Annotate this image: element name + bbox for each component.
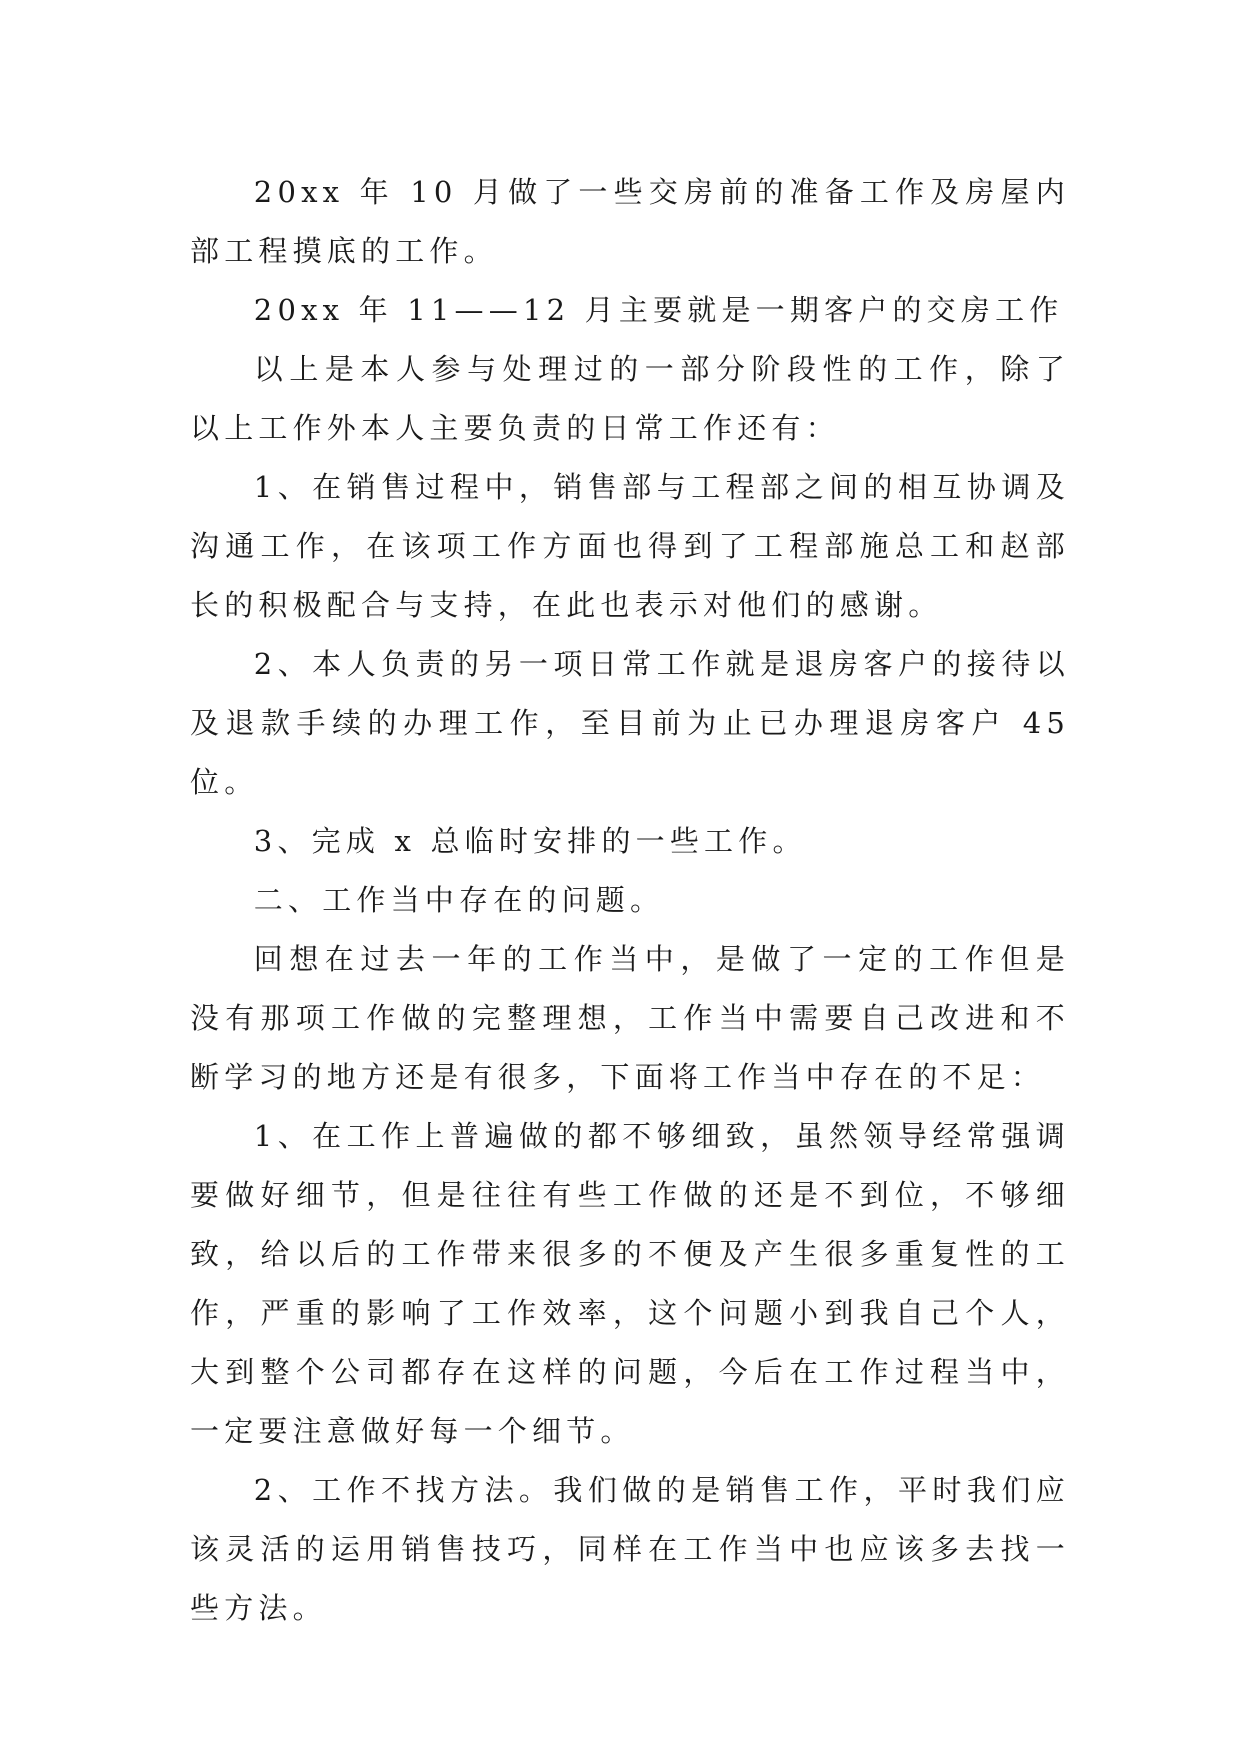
section-heading: 二、工作当中存在的问题。 <box>253 883 665 917</box>
paragraph-6: 3、完成 x 总临时安排的一些工作。 <box>253 824 807 858</box>
paragraph-10: 2、工作不找方法。我们做的是销售工作，平时我们应该灵活的运用销售技巧，同样在工作当中也应该多去找一些方法。 <box>190 1473 1070 1625</box>
paragraph-4: 1、在销售过程中，销售部与工程部之间的相互协调及沟通工作，在该项工作方面也得到了工程部施总工和赵部长的积极配合与支持，在此也表示对他们的感谢。 <box>190 470 1070 622</box>
paragraph-9: 1、在工作上普遍做的都不够细致，虽然领导经常强调要做好细节，但是往往有些工作做的还是不到位，不够细致，给以后的工作带来很多的不便及产生很多重复性的工作，严重的影响了工作效率，这个问题小到我自己个人，大到整个公司都存在这样的问题，今后在工作过程当中，一定要注意做好每一个细节。 <box>190 1119 1070 1448</box>
paragraph-2: 20xx 年 11——12 月主要就是一期客户的交房工作 <box>253 293 1064 327</box>
document-body <box>190 163 1070 1638</box>
paragraph-5: 2、本人负责的另一项日常工作就是退房客户的接待以及退款手续的办理工作，至目前为止已办理退房客户 45 位。 <box>190 647 1070 799</box>
paragraph-8: 回想在过去一年的工作当中，是做了一定的工作但是没有那项工作做的完整理想，工作当中需要自己改进和不断学习的地方还是有很多，下面将工作当中存在的不足： <box>190 942 1070 1094</box>
paragraph-3: 以上是本人参与处理过的一部分阶段性的工作，除了以上工作外本人主要负责的日常工作还有： <box>190 352 1070 445</box>
paragraph-1: 20xx 年 10 月做了一些交房前的准备工作及房屋内部工程摸底的工作。 <box>190 175 1070 268</box>
